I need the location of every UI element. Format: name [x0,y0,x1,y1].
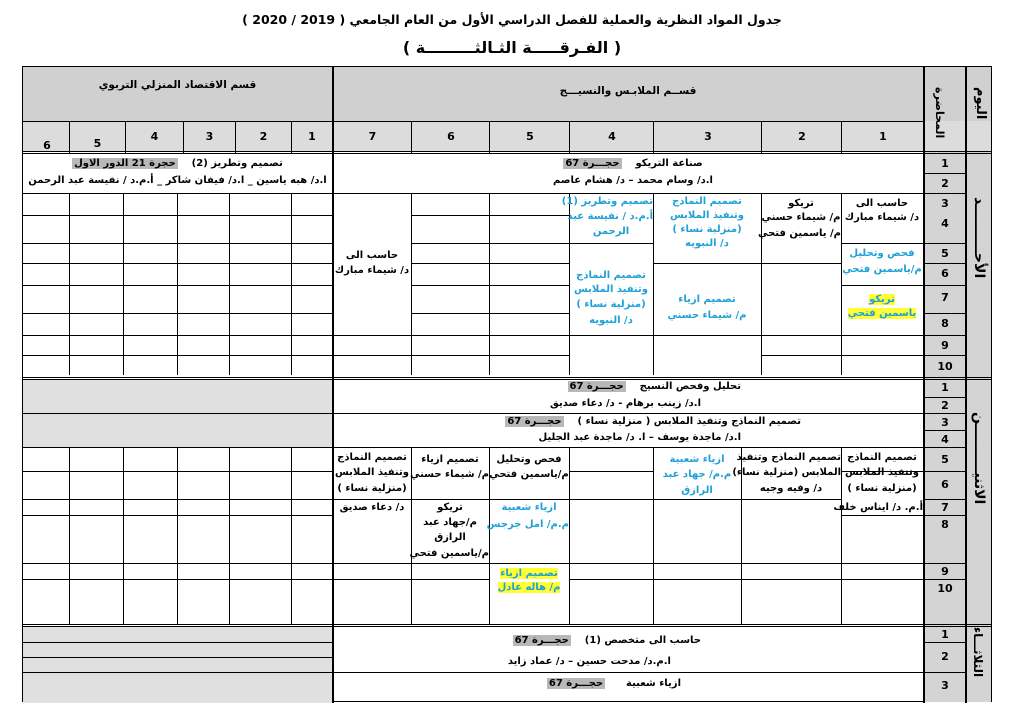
mon-col1-l2: وتنفيذ الملابس [845,467,919,478]
period-number: 4 [941,433,949,446]
row-line [411,263,489,264]
day-separator [23,151,991,154]
row-line [489,243,569,244]
mon-col6-knit-staff2: الرازق [434,532,466,543]
row-line [841,243,923,244]
col-line [761,121,762,153]
row-line [489,499,569,500]
sun-col1-cs-staff: د/ شيماء مبارك [844,212,920,223]
mon-col6-knit-staff1: م/جهاد عبد [423,517,477,528]
home-econ-band-tue [23,627,333,703]
mon-col7-l1: تصميم النماذج [337,452,407,463]
col-line [411,193,412,375]
row-line [925,499,965,500]
sun-col1-fabric-course: فحص وتحليل [849,248,915,259]
home-col-line [69,193,70,375]
sun-col3-pattern-l2: وتنفيذ الملابس [670,210,744,221]
mon-col6-fashion-course: تصميم ازياء [421,454,479,465]
row-line [23,579,332,580]
clothing-col-4: 4 [608,130,616,143]
course-name: تحليل وفحص النسيج [639,381,741,392]
mon-col1-l3: (منزلية نساء ) [847,483,917,494]
home-col-line [177,193,178,375]
period-number: 7 [941,501,949,514]
row-line [569,335,653,336]
home-col-line [69,447,70,624]
sun-knitting-lecture [483,157,783,170]
mon-col1-staff: أ.م. د/ ايناس خلف [833,502,923,513]
clothing-col-1: 1 [879,130,887,143]
row-line [925,285,965,286]
mon-col3-staff1: م.م/ جهاد عبد [662,469,732,480]
mon-pattern-staff: ا.د/ ماجدة يوسف – ا. د/ ماجدة عبد الجليل [538,432,741,443]
day-separator [23,624,991,627]
mon-col7-staff: د/ دعاء صديق [339,502,405,513]
dept-home-econ-header: قسم الاقتصاد المنزلي التربوي [98,79,257,91]
row-line [23,657,332,658]
row-line [333,563,411,564]
sun-col3-fashion-staff: م/ شيماء حسني [667,310,747,321]
sun-col2-knit-staff1: م/ شيماء حسني [761,212,841,223]
highlight: تصميم ازياء [500,568,558,579]
row-line [23,672,965,673]
sun-knitting-staff: ا.د/ وسام محمد – د/ هشام عاصم [553,175,713,186]
clothing-col-5: 5 [526,130,534,143]
period-number: 1 [941,157,949,170]
tue-cs-staff: ا.م.د/ مدحت حسين – د/ عماد زايد [507,656,671,667]
hall-label: حجـــرة 67 [548,678,604,689]
period-number: 1 [941,381,949,394]
row-line [925,397,965,398]
row-line [23,313,332,314]
sun-col4-pattern-l3: (منزلية نساء ) [576,299,646,310]
dept-clothing-header: قســم الملابـس والنسيـــج [559,85,697,97]
row-line [333,335,411,336]
row-line [23,263,332,264]
row-line [841,335,923,336]
mon-pattern-lecture [505,415,801,428]
row-line [23,447,332,448]
divider-day [965,67,967,703]
hall-label: حجرة 21 الدور الاول [74,158,176,169]
sun-col1-cs-course: حاسب الى [855,198,909,209]
row-line [23,243,332,244]
sun-col4-emb-staff1: أ.م.د / نفيسة عبد [567,211,653,222]
tue-cs-lecture [513,634,701,647]
row-line [653,263,761,264]
lecture-header: المحاضرة [933,87,946,139]
row-line [761,355,841,356]
row-line [741,499,841,500]
mon-col3-staff2: الرازق [681,485,713,496]
row-line [411,313,489,314]
row-line [925,335,965,336]
home-col-4: 4 [150,130,159,143]
day-sunday: الأحــــــــــد [971,197,987,279]
row-line [411,563,489,564]
row-line [489,285,569,286]
mon-col7-l3: (منزلية نساء ) [337,483,407,494]
row-line [411,579,489,580]
home-col-6: 6 [43,139,51,152]
sun-col1-knit-staff [841,307,923,320]
row-line [23,335,332,336]
row-line [925,430,965,431]
row-line [841,563,923,564]
row-line [489,335,569,336]
row-line [23,499,332,500]
row-line [741,563,841,564]
clothing-col-3: 3 [704,130,712,143]
clothing-col-7: 7 [368,130,377,143]
row-line [653,579,741,580]
row-line [569,563,653,564]
row-line [841,579,923,580]
period-number: 2 [941,650,949,663]
home-col-5: 5 [93,137,102,150]
sun-col4-pattern-l1: تصميم النماذج [576,270,646,281]
period-number: 1 [941,628,949,641]
sun-col7-cs-course: حاسب الى [345,250,399,261]
home-col-line [291,447,292,624]
row-line [569,243,653,244]
row-line [925,193,965,194]
sun-col1-knit-course [841,293,923,306]
mon-col6-fashion-staff: م/ شيماء حسني [409,469,489,480]
col-line [841,121,842,153]
period-number: 9 [941,565,949,578]
row-line [23,355,332,356]
row-line [333,447,965,448]
period-number: 9 [941,339,949,352]
mon-col5-fashion-course [489,567,569,580]
hall-label: حجـــرة 67 [514,635,569,646]
row-line [411,355,489,356]
hall-label: حجـــرة 67 [565,158,620,169]
period-number: 6 [941,478,949,491]
period-number: 2 [941,399,949,412]
day-header: اليوم [973,87,988,120]
period-number: 4 [941,217,949,230]
home-col-line [123,447,124,624]
mon-analysis-staff: ا.د/ زينب برهام - د/ دعاء صديق [549,398,701,409]
row-line [23,471,332,472]
row-line [411,243,489,244]
row-line [489,563,569,564]
clothing-col-2: 2 [798,130,806,143]
timetable [22,66,992,702]
page-title: جدول المواد النظرية والعملية للفصل الدراسي الأول من العام الجامعي ( 2019 / 2020 ) [242,12,782,27]
col-line [653,121,654,153]
sun-col1-fabric-staff: م/ياسمين فتحي [842,264,922,275]
row-line [23,642,332,643]
mon-col2-l2: الملابس (منزلية نساء) [732,467,841,478]
highlight: تريكو [869,294,895,305]
period-number: 10 [937,360,953,373]
mon-analysis-lecture [568,380,742,393]
day-tuesday: الثلاثـــاء [971,627,985,678]
sun-col4-pattern-l2: وتنفيذ الملابس [574,284,648,295]
row-line [841,285,923,286]
mon-col6-knit-course: تريكو [437,502,463,513]
period-number: 3 [941,197,949,210]
mon-col5-fashion-staff [489,581,569,594]
header-divider [23,121,923,122]
row-line [569,579,653,580]
mon-col5-analysis-staff: م/ياسمين فتحي [489,469,569,480]
home-col-line [177,447,178,624]
row-line [23,215,332,216]
home-col-line [229,447,230,624]
row-line [333,355,411,356]
period-number: 3 [941,416,949,429]
period-number: 5 [941,247,949,260]
highlight: ياسمين فتحي [847,308,917,319]
sun-col2-knit-staff2: م/ ياسمين فتحي [757,228,841,239]
row-line [925,173,965,174]
period-number: 2 [941,177,949,190]
sun-embroidery-staff: ا.د/ هبه ياسين _ ا.د/ فيفان شاكر _ أ.م.د / نفيسة عبد الرحمن [28,175,327,186]
row-line [411,285,489,286]
period-number: 3 [941,679,949,692]
row-line [569,499,653,500]
course-name: حاسب الى متخصص (1) [584,635,701,646]
sun-col7-cs-staff: د/ شيماء مبارك [334,265,410,276]
row-line [569,471,653,472]
mon-col5-folk-staff: م.م/ امل جرجس [486,519,569,530]
home-col-2: 2 [259,130,268,143]
day-monday: الاثنيــــــــــن [971,412,987,505]
tue-folk-lecture [547,677,681,690]
mon-col7-l2: وتنفيذ الملابس [335,467,409,478]
mon-col3-course: ازياء شعبية [669,454,725,465]
col-line [411,121,412,153]
row-line [925,243,965,244]
mon-col5-analysis-course: فحص وتحليل [496,454,562,465]
row-line [23,193,923,194]
sun-col3-pattern-l3: (منزلية نساء ) [672,224,742,235]
sun-col3-pattern-staff: د/ النبويه [685,238,729,249]
home-col-3: 3 [205,130,214,143]
row-line [653,563,741,564]
row-line [925,579,965,580]
row-line [761,263,841,264]
row-line [653,499,741,500]
mon-col1-l1: تصميم النماذج [847,452,917,463]
mon-col2-staff: د/ وفيه وجيه [759,483,823,494]
home-col-line [229,193,230,375]
row-line [333,413,965,414]
course-name: صناعة التريكو [635,158,703,169]
sun-col3-pattern-l1: تصميم النماذج [672,196,742,207]
sun-col4-emb-staff2: الرحمن [592,226,630,237]
row-line [23,413,332,414]
row-line [489,215,569,216]
sun-col4-emb-course: تصميم وتطريز (1) [561,196,653,207]
row-line [761,335,841,336]
row-line [925,515,965,516]
mon-col6-knit-staff3: م/ياسمين فتحي [409,548,489,559]
course-name: تصميم وتطريز (2) [191,158,283,169]
clothing-col-6: 6 [447,130,455,143]
col-line [569,121,570,153]
row-line [23,285,332,286]
home-col-1: 1 [308,130,316,143]
divider-depts [332,67,334,703]
row-line [653,335,761,336]
row-line [925,642,965,643]
row-line [741,579,841,580]
row-line [489,313,569,314]
day-separator [23,377,991,380]
row-line [925,263,965,264]
row-line [411,215,489,216]
sun-col2-knit-course: تريكو [788,198,814,209]
row-line [925,471,965,472]
sun-col4-pattern-staff: د/ النبويه [589,315,633,326]
home-col-line [291,193,292,375]
col-line [569,447,570,624]
row-line [925,563,965,564]
course-name: تصميم النماذج وتنفيذ الملابس ( منزلية نساء ) [577,416,801,427]
row-line [411,499,489,500]
home-col-line [123,193,124,375]
period-number: 10 [937,582,953,595]
hall-label: حجـــرة 67 [507,416,562,427]
row-line [333,579,411,580]
col-line [489,121,490,153]
col-line [489,193,490,375]
mon-col2-l1: تصميم النماذج وتنفيذ [736,452,841,463]
row-line [841,515,923,516]
period-number: 5 [941,453,949,466]
row-line [23,563,332,564]
sun-col3-fashion-course: تصميم ازياء [678,294,736,305]
period-number: 8 [941,518,949,531]
row-line [489,263,569,264]
page-subtitle: ( الفـرقـــــة الثـالثـــــــــة ) [402,38,622,57]
row-line [925,355,965,356]
course-name: ازياء شعبية [626,678,681,689]
hall-label: حجـــرة 67 [569,381,624,392]
period-number: 6 [941,267,949,280]
row-line [925,313,965,314]
row-line [23,515,332,516]
row-line [841,355,923,356]
period-number: 8 [941,317,949,330]
row-line [411,335,489,336]
mon-col5-folk-course: ازياء شعبية [501,502,557,513]
row-line [489,355,569,356]
row-line [333,499,411,500]
highlight: م/ هاله عادل [497,582,561,593]
period-number: 7 [941,291,949,304]
sun-embroidery-lecture [23,157,332,170]
